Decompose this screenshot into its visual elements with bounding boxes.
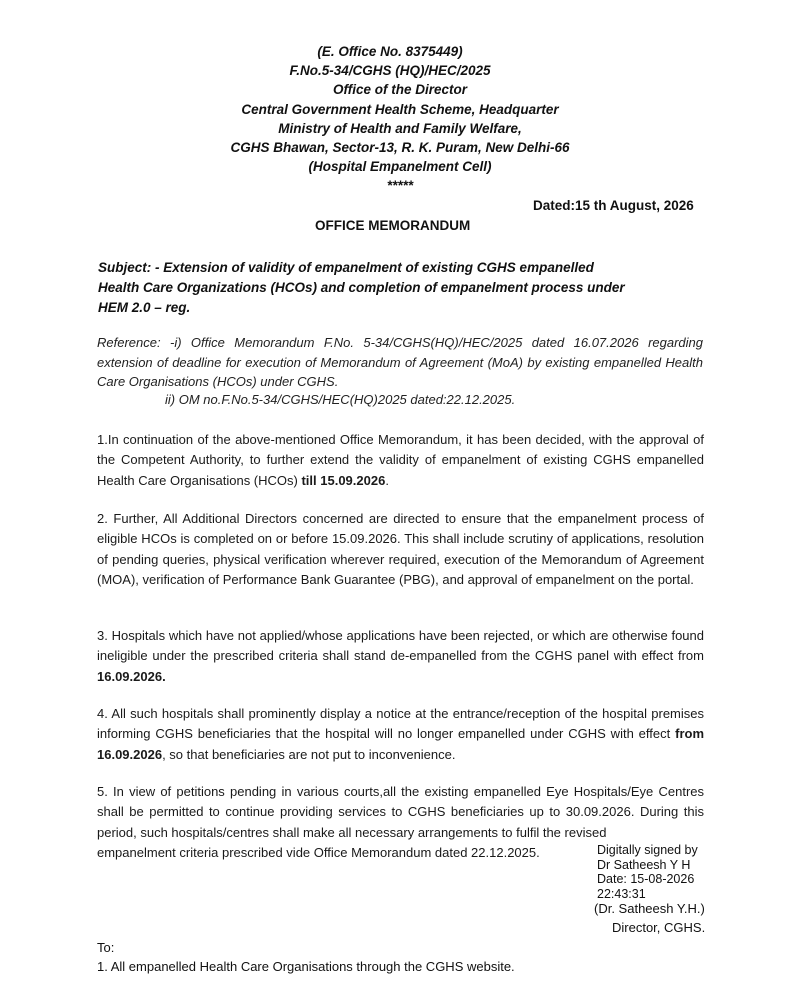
file-number: F.No.5-34/CGHS (HQ)/HEC/2025 (289, 63, 491, 79)
office-address: CGHS Bhawan, Sector-13, R. K. Puram, New Delhi-66 (230, 140, 570, 156)
subject-line: Subject: - Extension of validity of empanelment of existing CGHS empanelled Health Care Organizations (HCOs) and completion of empanelment process under HEM 2.0 – reg. (98, 260, 625, 315)
letter-header (0, 42, 800, 196)
signature-date: Date: 15-08-2026 (597, 872, 695, 887)
paragraph-3 (97, 626, 704, 687)
digital-signature-block (597, 843, 727, 901)
memo-title: OFFICE MEMORANDUM (315, 218, 471, 233)
signature-time: 22:43:31 (597, 886, 646, 901)
document-date: Dated:15 th August, 2026 (533, 198, 694, 213)
ministry-name: Ministry of Health and Family Welfare, (278, 120, 522, 136)
signature-line: Digitally signed by (597, 843, 698, 857)
signature-signer: Dr Satheesh Y H (597, 857, 691, 872)
paragraph-5-text: 5. In view of petitions pending in various courts,all the existing empanelled Eye Hospitals/Eye Centres shall be permitted to continue providing services to CGHS beneficiaries up to 30.09.2026. During this period, such hospitals/centres shall make all necessary arrangements to fulfil the revised (97, 784, 704, 840)
header-separator: ***** (386, 178, 414, 194)
eoffice-number: (E. Office No. 8375449) (317, 44, 463, 59)
paragraph-1 (97, 430, 704, 491)
recipient-item: 1. All empanelled Health Care Organisations through the CGHS website. (97, 959, 515, 974)
paragraph-4-bold: from 16.09.2026 (97, 726, 704, 762)
organisation-name: Central Government Health Scheme, Headquarter (241, 101, 559, 117)
cell-name: (Hospital Empanelment Cell) (308, 159, 492, 175)
paragraph-5-last-line: empanelment criteria prescribed vide Office Memorandum dated 22.12.2025. (97, 845, 540, 861)
paragraph-2: 2. Further, All Additional Directors concerned are directed to ensure that the empanelment process of eligible HCOs is completed on or before 15.09.2026. This shall include scrutiny of applications, resolution of pending queries, physical verification wherever required, execution of the Memorandum of Agreement (MOA), verification of Performance Bank Guarantee (PBG), and approval of empanelment on the portal. (97, 511, 704, 588)
paragraph-4 (97, 704, 704, 765)
paragraph-3-text: 3. Hospitals which have not applied/whose applications have been rejected, or which are otherwise found ineligible under the prescribed criteria shall stand de-empanelled from the CGHS panel with effect from (97, 628, 704, 664)
paragraph-1-bold: till 15.09.2026 (301, 472, 386, 488)
reference-line-2: ii) OM no.F.No.5-34/CGHS/HEC(HQ)2025 dated:22.12.2025. (165, 392, 516, 407)
office-name: Office of the Director (332, 82, 468, 98)
paragraph-4-end: , so that beneficiaries are not put to inconvenience. (162, 746, 456, 762)
signatory-name: (Dr. Satheesh Y.H.) (594, 901, 705, 916)
paragraph-3-bold: 16.09.2026. (97, 668, 166, 684)
reference-line-1: Reference: -i) Office Memorandum F.No. 5-34/CGHS(HQ)/HEC/2025 dated 16.07.2026 regarding extension of deadline for execution of Memorandum of Agreement (MoA) by existing empanelled Health Care Organisations (HCOs) under CGHS. (97, 335, 703, 389)
signatory-designation: Director, CGHS. (612, 920, 706, 935)
paragraph-1-text: 1.In continuation of the above-mentioned Office Memorandum, it has been decided, with the approval of the Competent Authority, to further extend the validity of empanelment of existing CGHS empanelled Health Care Organisations (HCOs) (97, 432, 704, 488)
paragraph-4-text: 4. All such hospitals shall prominently display a notice at the entrance/reception of the hospital premises informing CGHS beneficiaries that the hospital will no longer empanelled under CGHS with effect (97, 706, 704, 742)
recipients-label: To: (97, 940, 115, 955)
paragraph-1-end: . (385, 472, 389, 488)
